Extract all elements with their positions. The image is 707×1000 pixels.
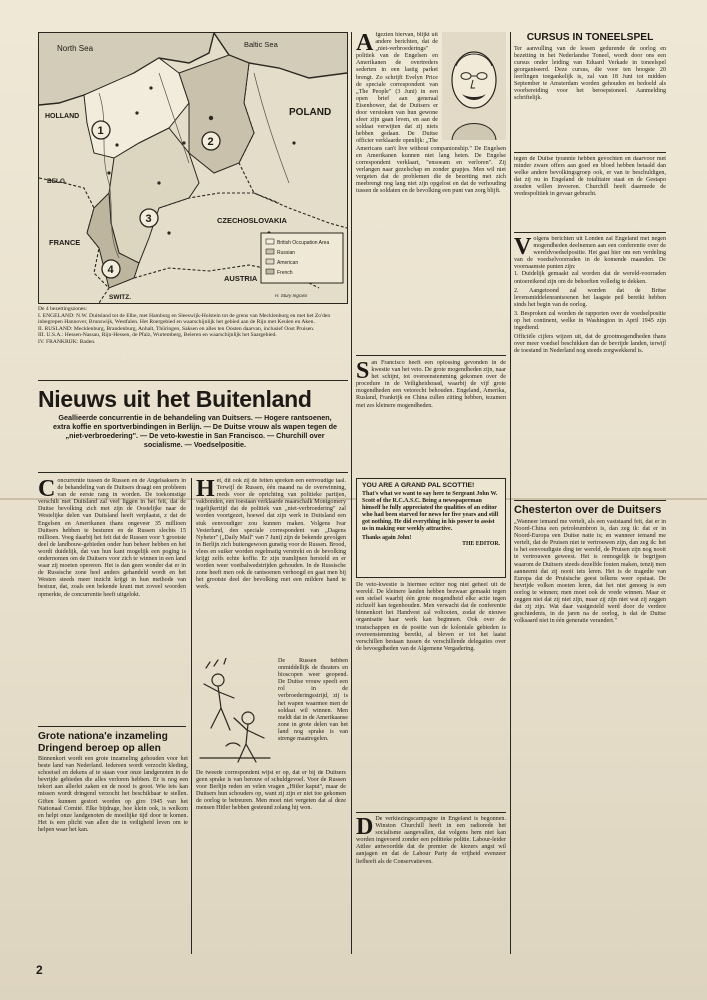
- chesterton-title: Chesterton over de Duitsers: [514, 504, 662, 516]
- article-column-3: [356, 360, 506, 472]
- col3-text: an Francisco heeft een oplossing gevonden in de kwestie van het veto. De grote mogendheden zijn, naar het schijnt, tot overeenstemming gekomen over de procedure in de Veiligheidsraad, waarbij de vijf grote mogendheden een vetorecht behouden. Engeland, Amerika, Rusland, Frankrijk en China zullen zitting hebben, tezamen met zes kleinere mogendheden.: [356, 360, 506, 409]
- svg-text:3: 3: [145, 213, 152, 225]
- zone-1-marker: [92, 121, 110, 139]
- chesterton-rule: [514, 500, 666, 501]
- zone-2-marker: [202, 132, 220, 150]
- course-text: Ter aanvulling van de lessen gedurende de oorlog en bezetting in het Nederlandse Toneel, wordt door ons een cursus onder leiding van Eduard Verkade in toneelspel georganiseerd. Deze cursus, die voor ten hoogste 20 leerlingen toegankelijk is, zal van 18 Juni tot midden September te Amsterdam worden gehouden en bedoeld als voorbereiding voor het beroepstoneel. Aanmelding schriftelijk.: [514, 45, 666, 102]
- col2-dropcap: H: [196, 478, 215, 502]
- cartoon-drawing: [196, 658, 274, 766]
- food-section: [514, 236, 666, 496]
- map-legend: [261, 233, 343, 283]
- article-deck: Geallieerde concurrentie in de behandeling van Duitsers. — Hogere rantsoenen, extra koffie en sportverbindingen in Berlijn. — De Duitse vrouw als wapen tegen de „niet-verbroedering". — De veto-kwestie in San Francisco. — Churchill over socialisme. — Voedselpositie.: [53, 413, 337, 449]
- course-rule: [514, 152, 666, 153]
- col3-dropcap: S: [356, 360, 370, 384]
- course-section: [514, 32, 666, 150]
- article-column-3c: [356, 816, 506, 953]
- map-caption-zone-2: II. RUSLAND: Mecklenburg, Brandenburg, Anhalt, Thüringen, Saksen en alles ten Oosten daarvan, inclusief Oost Pruisen.: [38, 325, 315, 332]
- food-dropcap: V: [514, 236, 532, 260]
- map-caption-zone-3: III. U.S.A.: Hessen-Nassau, Rijn-Hessen, de Pfalz, Wurtemberg, Beieren en waarschijnlijk het Saargebied.: [38, 332, 277, 339]
- food-text: olgens berichten uit Londen zal Engeland met negen mogendheden deelnemen aan een conferentie over de wereldvoedselpositie. Het gaat hier om een verdeling van de voedselvoorraden in de komende maanden. De voornaamste punten zijn:: [514, 236, 666, 271]
- collection-section: [38, 731, 188, 953]
- article-column-2c: [196, 770, 346, 953]
- map-label-switzerland: SWITZ.: [109, 294, 132, 301]
- map-caption-zone-4: IV. FRANKRIJK: Baden.: [38, 338, 96, 345]
- food-item-3: 3. Besproken zal worden de rapporten over de voedselpositie op het continent, welke in Washington in April 1945 zijn ingediend.: [514, 310, 666, 332]
- col2-text: et, dit ook zij de feiten spreken een eenvoudige taal. Terwijl de Russen, één maand na de overwinning, reeds voor de oprichting van politieke partijen, vakbonden, een toestaan verklaarde maarschalk Montgomery tegelijkertijd dat de politiek van „niet-verbroedering" zal worden voortgezet, hoewel dat zijn werk in Duitsland een stuk eenvoudiger zou kunnen maken. Volgens Ivar Vesterlund, den speciale correspondent van „Dagens Nyheter" („Daily Mail" van 7 Juni) zijn de bekende gevolgen in Berlijn zich buitengewoon gunstig voor de Russen. Brood, vlees en suiker worden regelmatig verstrekt en de bevolking krijgt zelfs echte koffie. Er zijn tramlijnen hersteld en er worden weer voetbalwedstrijden gehouden. In de Russische zone heeft men ook de rantsoenen verhoogd en gaat men bij het grootste deel der bevolking met een mildere hand te werk.: [196, 478, 346, 591]
- column-divider-3: [510, 32, 511, 954]
- occupation-zones-map: [38, 32, 348, 304]
- food-item-1: 1. Duidelijk gemaakt zal worden dat de wereld-voorraden ontoereikend zijn om de behoeften volledig te dekken.: [514, 271, 666, 285]
- editor-letter-box: [356, 478, 506, 578]
- letter-signature: THE EDITOR.: [462, 541, 500, 547]
- map-label-czechoslovakia: CZECHOSLOVAKIA: [217, 216, 287, 225]
- food-item-2: 2. Aangetoond zal worden dat de Britse levensmiddelenrantsoenen het laagste peil bereikt hebben sinds het begin van de oorlog.: [514, 287, 666, 308]
- map-credit: H. Stury Ingrass: [275, 293, 308, 298]
- letter-title: YOU ARE A GRAND PAL SCOTTIE!: [362, 482, 475, 489]
- food-text-b: Officiële cijfers wijzen uit, dat de grootmogendheden thans over meer voedsel beschikken dan de bevrijde landen, terwijl de toestand in Nederland nog steeds zorgwekkend is.: [514, 334, 666, 355]
- churchill-section: [514, 156, 666, 228]
- article-column-2: [196, 478, 346, 658]
- article-column-1: [38, 478, 186, 716]
- col2-text-b: De Russen hebben onmiddellijk de theaters en bioscopen weer geopend. De Duitse vrouw speelt een rol in de verbroederingsstrijd, zij is het wapen waarmee men de soldaat wil winnen. Men meldt dat in de Amerikaanse zone in grote delen van het land nog sprake is van strenge maatregelen.: [278, 658, 348, 743]
- map-graphic: [39, 33, 347, 303]
- map-caption-zone-1: I. ENGELAND: N.W. Duitsland tot de Elbe, met Hamburg en Sleeswijk-Holstein tot de grens van Mecklenburg en met het Zo'den inbegrepen Hannover, Brunswijk, Westfalen. Het Roergebied en waarschijnlijk het gebied aan de Rijn met Keulen en Aken.: [38, 312, 331, 326]
- map-label-poland: POLAND: [289, 107, 332, 118]
- svg-text:1: 1: [97, 125, 104, 137]
- zone-4-marker: [102, 260, 120, 278]
- letter-thanks: Thanks again John!: [362, 535, 412, 541]
- map-label-baltic-sea: Baltic Sea: [244, 40, 278, 49]
- col1-dropcap: C: [38, 478, 56, 502]
- deck-rule: [38, 472, 348, 473]
- profile-dropcap: A: [356, 32, 374, 56]
- collection-rule: [38, 726, 186, 727]
- col3-text-b: De veto-kwestie is hiermee echter nog niet geheel uit de wereld. De kleinere landen hebben bezwaar gemaakt tegen een stelsel waarbij één grote mogendheid elke actie tegen zichzelf kan tegenhouden. Men verwacht dat de conferentie binnenkort het Handvest zal voltooien, zodat de nieuwe organisatie haar werk kan beginnen. Ook over de trustschappen en de positie van de koloniale gebieden is overeenstemming bereikt, al bleven er tot het laatst verschillen bestaan tussen de verschillende delegaties over de bevoegdheden van de Algemene Vergadering.: [356, 582, 506, 652]
- svg-text:2: 2: [207, 136, 214, 148]
- map-caption-intro: De 4 bezettingszones:: [38, 306, 88, 312]
- article-headline: Nieuws uit het Buitenland: [38, 386, 312, 412]
- portrait-drawing: [442, 32, 506, 140]
- column-divider-2: [351, 32, 352, 954]
- col2-text-c: De tweede correspondent wijst er op, dat er bij de Duitsers geen sprake is van berouw of schuldgevoel. Voor de Russen voor Berlijn reden en velen vragen „Hitler kaput", maar de Duitsers hun schouders op, want zij zijn er niet toe gekomen de oorlog te betreuren. Men moet niet vergeten dat al deze mensen Hitler hebben gesteund zolang hij won.: [196, 770, 346, 812]
- collection-headline-2: Dringend beroep op allen: [38, 742, 161, 754]
- col3c-dropcap: D: [356, 816, 374, 840]
- veto-rule: [356, 355, 506, 356]
- col3-text-c: De verkiezingscampagne in Engeland is begonnen. Winston Churchill heeft in een radiorede het socialisme aangevallen, dat volgens hem niet kan worden ingevoerd zonder een politieke politie. Labour-leider Attlee antwoordde dat de premier de kiezers angst wil aanjagen en dat de Labour Party de vrijheid evenzeer liefheeft als de Conservatieven.: [356, 816, 506, 865]
- map-label-france: FRANCE: [49, 238, 81, 247]
- profile-text-b: De Engelsen en Amerikanen kunnen niet lang heten. De Engelse correspondent verklaart, "ensoeam en verloren". Zij verlangen naar gezelschap en zonder grapjes. Men wil niet vergeten dat de problemen die de bezetting met zich meebrengt nog lang niet zijn opgelost en dat de verhouding tussen de soldaten en de bevolking een punt van zorg blijft.: [356, 145, 506, 195]
- column-divider-1: [191, 478, 192, 954]
- churchill-text: tegen de Duitse tyrannie hebben gevochten en daarvoor met minder zware offers aan goed en bloed hebben betaald dan welke andere bevolkingsgroep ook, er van te beschuldigen, dat zij nu in Engeland de totalitaire staat en de Gestapo zouden willen invoeren. Churchill heeft daarmede de vredespolitiek in gevaar gebracht.: [514, 156, 666, 198]
- svg-text:4: 4: [107, 264, 114, 276]
- food-rule: [514, 232, 666, 233]
- map-label-holland: HOLLAND: [45, 113, 80, 120]
- page-number: 2: [36, 963, 43, 977]
- map-label-austria: AUSTRIA: [224, 274, 258, 283]
- chesterton-text: „Wanneer iemand me vertelt, als een vaststaand feit, dat er in Noord-China een petroleumbron is, dan zeg ik: dat er in Noord-Europa een Duitse natie is; en wanneer iemand me vertelt, dat de Pruisen niet te vertrouwen zijn, dan zeg ik: het is het eenvoudigste ding ter wereld, de Pruisen zijn nog nooit te vertrouwen geweest. Het is onmogelijk te begrijpen waarom de Duitsers steeds dezelfde fouten maken, tenzij men aanneemt dat zij nooit iets leren. Het is de tragedie van Europa dat de Pruisische geest telkens weer opstaat. De bevrijde volken moeten leren, dat het niet genoeg is een oorlog te winnen; men moet ook de vrede winnen. Maar er zeggen niet dat zij niet zijn, maar zij zijn niet wat zij zeggen dat zij zijn. Wat daar vastgesteld werd door de verdere geschiedenis, in de jaren na de oorlog, is dat de Duitse volksaard niet in één generatie verandert.": [514, 519, 666, 625]
- map-caption: [38, 306, 348, 346]
- map-label-north-sea: North Sea: [57, 44, 94, 53]
- portrait-illustration: [442, 32, 506, 140]
- zone-3-marker: [140, 209, 158, 227]
- campaign-rule: [356, 812, 506, 813]
- map-label-belgium: BELG.: [47, 178, 67, 185]
- article-column-2b: [278, 658, 348, 766]
- collection-text: Binnenkort wordt een grote inzameling gehouden voor het beste land van Nederland. Iedereen wordt verzocht kleding, schoeisel en dekens af te staan voor onze landgenoten in de bevrijde gebieden die alles verloren hebben. Er is nog een tekort aan allerlei zaken en de nood is groot. Wie iets kan missen wordt dringend verzocht het beschikbaar te stellen. Giften kunnen gestort worden op giro 1945 van het Nationaal Comité. Elke bijdrage, hoe klein ook, is welkom en helpt onze landgenoten de moeilijke tijd door te komen. Het is een plicht van allen die in veiligheid leven om te helpen waar het kan.: [38, 756, 188, 833]
- legend-item-american: American: [277, 260, 299, 266]
- cartoon-illustration: [196, 658, 274, 766]
- article-column-3b: [356, 582, 506, 810]
- course-title: CURSUS IN TONEELSPEL: [526, 32, 654, 43]
- legend-item-french: French: [277, 270, 293, 276]
- legend-item-russian: Russian: [277, 250, 296, 256]
- profile-section: [356, 32, 506, 352]
- col1-text: oncurrentie tussen de Russen en de Angelsaksers in de behandeling van de Duitsers draagt een probleem van de eerste rang in worden. De toekomstige verschilt met Duitsland zal veel liggen in het feit, dat de Duitse bevolking zich met zijn de Oostelijke naar de Westelijke delen van Duitsland heeft verplaatst, z dat de Engelsen en Amerikanen thans ongeveer 35 millioen Duitsers hebben te besturen en de Russen slechts 15 millioen. Voeg daarbij het feit dat de Russen voor 't grootste deel de landbouw-gebieden onder hun beheer hebben en het wordt duidelijk, dat van hun kant mogelijk een poging is ondernomen om de Duitsers voor zich te winnen in een land waar zij moeten opereren. Het is dan geen wonder dat er in de Russische zone heel anders gehandeld wordt en het Westen steeds meer inzicht krijgt in hun methode van bestuur, dat, zoals een bekende krant met zoveel woorden opmerkte, de concurrentie heeft uitgelokt.: [38, 478, 186, 598]
- legend-title: British Occupation Area: [277, 240, 330, 246]
- chesterton-section: [514, 504, 666, 954]
- letter-body: That's what we want to say here to Sergeant John W. Scott of the R.C.A.S.C. Being a newspaperman himself he fully appreciated the qualities of an editor who had been starved for news for five years and still got nothing. He did everything in his power to assist us in making our weekly attractive.: [362, 491, 499, 532]
- headline-rule: [38, 380, 348, 381]
- profile-text: fgezien hiervan, blijkt uit andere berichten, dat de „niet-verbroederings" politiek van de Engelsen en Amerikanen de overtreders sederten in een lastig parket brengt. Zo schrijft Evelyn Price de speciale correspondent van „The People" (3 Juni) in een open brief aan generaal Eisenhower, dat de Duitsers er door verstoken van hun gewone sfeer zijn gaan leven, en aan de soldaat verwijten dat zij niets hebben gedaan. De Duitse officier verklaarde openlijk: „The Americans can't live without companionship.": [356, 32, 472, 152]
- collection-headline-1: Grote nationa'e inzameling: [38, 731, 168, 742]
